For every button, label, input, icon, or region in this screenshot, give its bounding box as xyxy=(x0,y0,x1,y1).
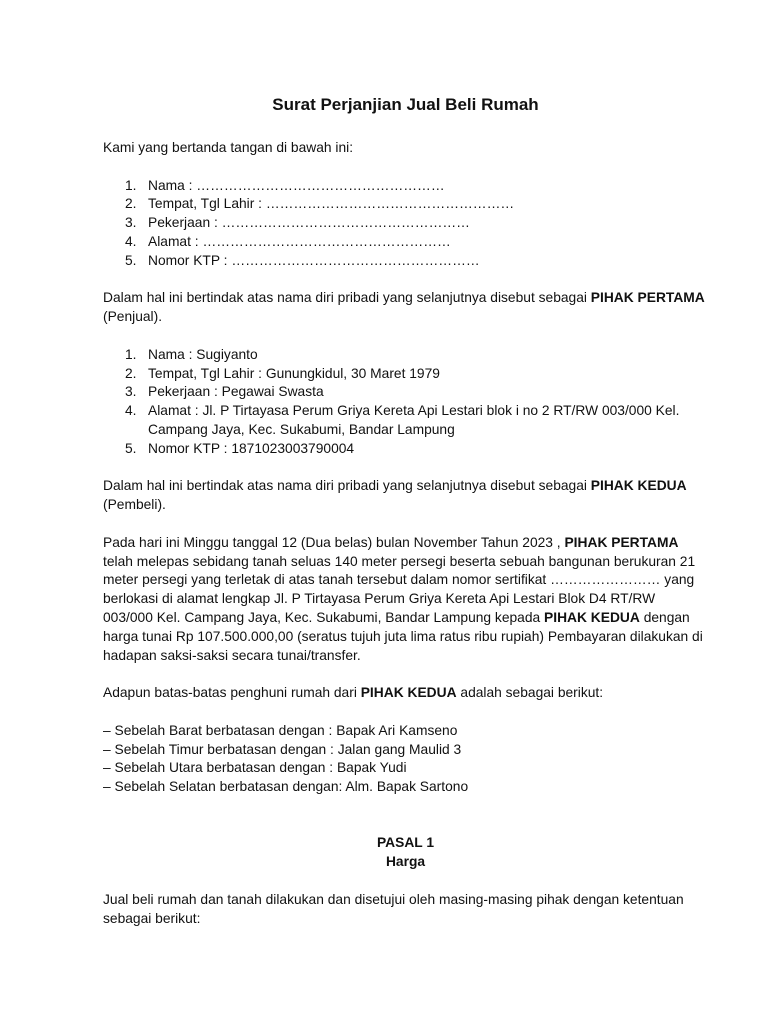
list-item: 4. Alamat : Jl. P Tirtayasa Perum Griya Kereta Api Lestari blok i no 2 RT/RW 003/000 Kel. Campang Jaya, Kec. Sukabumi, Bandar Lampung xyxy=(125,403,680,437)
pasal-subheading: Harga xyxy=(385,854,426,870)
party2-list xyxy=(103,346,708,459)
list-item: 5. Nomor KTP : 1871023003790004 xyxy=(125,440,355,456)
list-item: 5. Nomor KTP : ……………………………………………… xyxy=(125,252,480,268)
agreement-paragraph: Pada hari ini Minggu tanggal 12 (Dua belas) bulan November Tahun 2023 , PIHAK PERTAMA telah melepas sebidang tanah seluas 140 meter persegi beserta sebuah bangunan berukuran 21 meter persegi yang terletak di atas tanah tersebut dalam nomor sertifikat …………………… yang berlokasi di alamat lengkap Jl. P Tirtayasa Perum Griya Kereta Api Lestari Blok D4 RT/RW 003/000 Kel. Campang Jaya, Kec. Sukabumi, Bandar Lampung kepada PIHAK KEDUA dengan harga tunai Rp 107.500.000,00 (seratus tujuh juta lima ratus ribu rupiah) Pembayaran dilakukan di hadapan saksi-saksi secara tunai/transfer. xyxy=(103,534,703,663)
list-item: 3. Pekerjaan : Pegawai Swasta xyxy=(125,384,324,400)
party1-list xyxy=(103,177,708,271)
document-title: Surat Perjanjian Jual Beli Rumah xyxy=(272,95,539,114)
list-item: 3. Pekerjaan : ……………………………………………… xyxy=(125,215,470,231)
party1-statement: Dalam hal ini bertindak atas nama diri pribadi yang selanjutnya disebut sebagai PIHAK PERTAMA (Penjual). xyxy=(103,290,705,325)
list-item: 2. Tempat, Tgl Lahir : ……………………………………………… xyxy=(125,196,515,212)
list-item: 2. Tempat, Tgl Lahir : Gunungkidul, 30 Maret 1979 xyxy=(125,365,440,381)
pasal-heading: PASAL 1 xyxy=(377,835,434,851)
boundaries-list xyxy=(103,722,708,797)
list-item: 4. Alamat : ……………………………………………… xyxy=(125,233,451,249)
boundary-line: – Sebelah Barat berbatasan dengan : Bapak Ari Kamseno xyxy=(103,722,458,738)
boundary-line: – Sebelah Utara berbatasan dengan : Bapak Yudi xyxy=(103,760,407,776)
party1-role: PIHAK PERTAMA xyxy=(590,290,705,306)
list-item: 1. Nama : Sugiyanto xyxy=(125,346,258,362)
boundary-line: – Sebelah Timur berbatasan dengan : Jalan gang Maulid 3 xyxy=(103,741,462,757)
boundary-line: – Sebelah Selatan berbatasan dengan: Alm. Bapak Sartono xyxy=(103,779,469,795)
boundaries-intro: Adapun batas-batas penghuni rumah dari PIHAK KEDUA adalah sebagai berikut: xyxy=(103,685,604,701)
closing-paragraph: Jual beli rumah dan tanah dilakukan dan disetujui oleh masing-masing pihak dengan ketentuan sebagai berikut: xyxy=(103,891,684,926)
intro-text: Kami yang bertanda tangan di bawah ini: xyxy=(103,140,354,155)
list-item: 1. Nama : ……………………………………………… xyxy=(125,177,445,193)
party2-role: PIHAK KEDUA xyxy=(590,478,687,494)
party2-statement: Dalam hal ini bertindak atas nama diri pribadi yang selanjutnya disebut sebagai PIHAK KEDUA (Pembeli). xyxy=(103,478,687,513)
